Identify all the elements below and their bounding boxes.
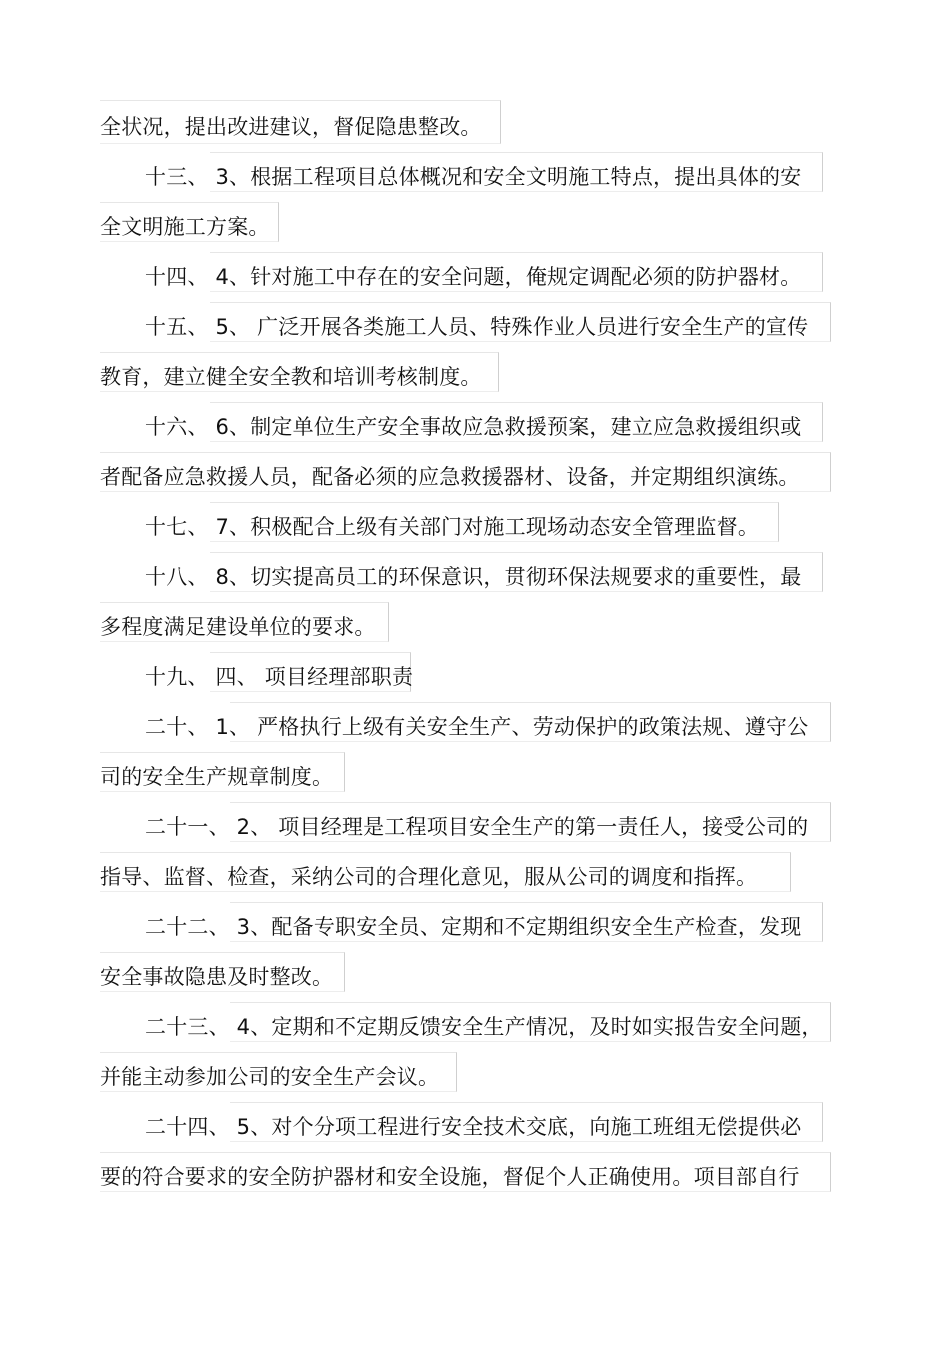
body-text-line: 安全事故隐患及时整改。 [100,965,334,989]
body-text-line: 二十一、 2、 项目经理是工程项目安全生产的第一责任人，接受公司的 [145,815,809,839]
body-text-line: 十三、 3、根据工程项目总体概况和安全文明施工特点，提出具体的安 [145,165,802,189]
section-heading: 十九、 四、 项目经理部职责 [145,665,414,689]
body-text-line: 十七、 7、积极配合上级有关部门对施工现场动态安全管理监督。 [145,515,760,539]
body-text-line: 要的符合要求的安全防护器材和安全设施，督促个人正确使用。项目部自行 [100,1165,800,1189]
body-text-line: 教育，建立健全安全教和培训考核制度。 [100,365,482,389]
body-text-line: 多程度满足建设单位的要求。 [100,615,376,639]
body-text-line: 全状况，提出改进建议，督促隐患整改。 [100,115,482,139]
body-text-line: 指导、监督、检查，采纳公司的合理化意见，服从公司的调度和指挥。 [100,865,758,889]
body-text-line: 二十四、 5、对个分项工程进行安全技术交底，向施工班组无偿提供必 [145,1115,802,1139]
body-text-line: 十八、 8、切实提高员工的环保意识，贯彻环保法规要求的重要性，最 [145,565,802,589]
body-text-line: 十五、 5、 广泛开展各类施工人员、特殊作业人员进行安全生产的宣传 [145,315,809,339]
body-text-line: 二十三、 4、定期和不定期反馈安全生产情况，及时如实报告安全问题， [145,1015,823,1039]
body-text-line: 司的安全生产规章制度。 [100,765,334,789]
body-text-line: 十六、 6、制定单位生产安全事故应急救援预案，建立应急救援组织或 [145,415,802,439]
body-text-line: 二十二、 3、配备专职安全员、定期和不定期组织安全生产检查，发现 [145,915,802,939]
body-text-line: 二十、 1、 严格执行上级有关安全生产、劳动保护的政策法规、遵守公 [145,715,809,739]
body-text-line: 者配备应急救援人员，配备必须的应急救援器材、设备，并定期组织演练。 [100,465,800,489]
body-text-line: 十四、 4、针对施工中存在的安全问题，俺规定调配必须的防护器材。 [145,265,802,289]
body-text-line: 并能主动参加公司的安全生产会议。 [100,1065,440,1089]
body-text-line: 全文明施工方案。 [100,215,270,239]
